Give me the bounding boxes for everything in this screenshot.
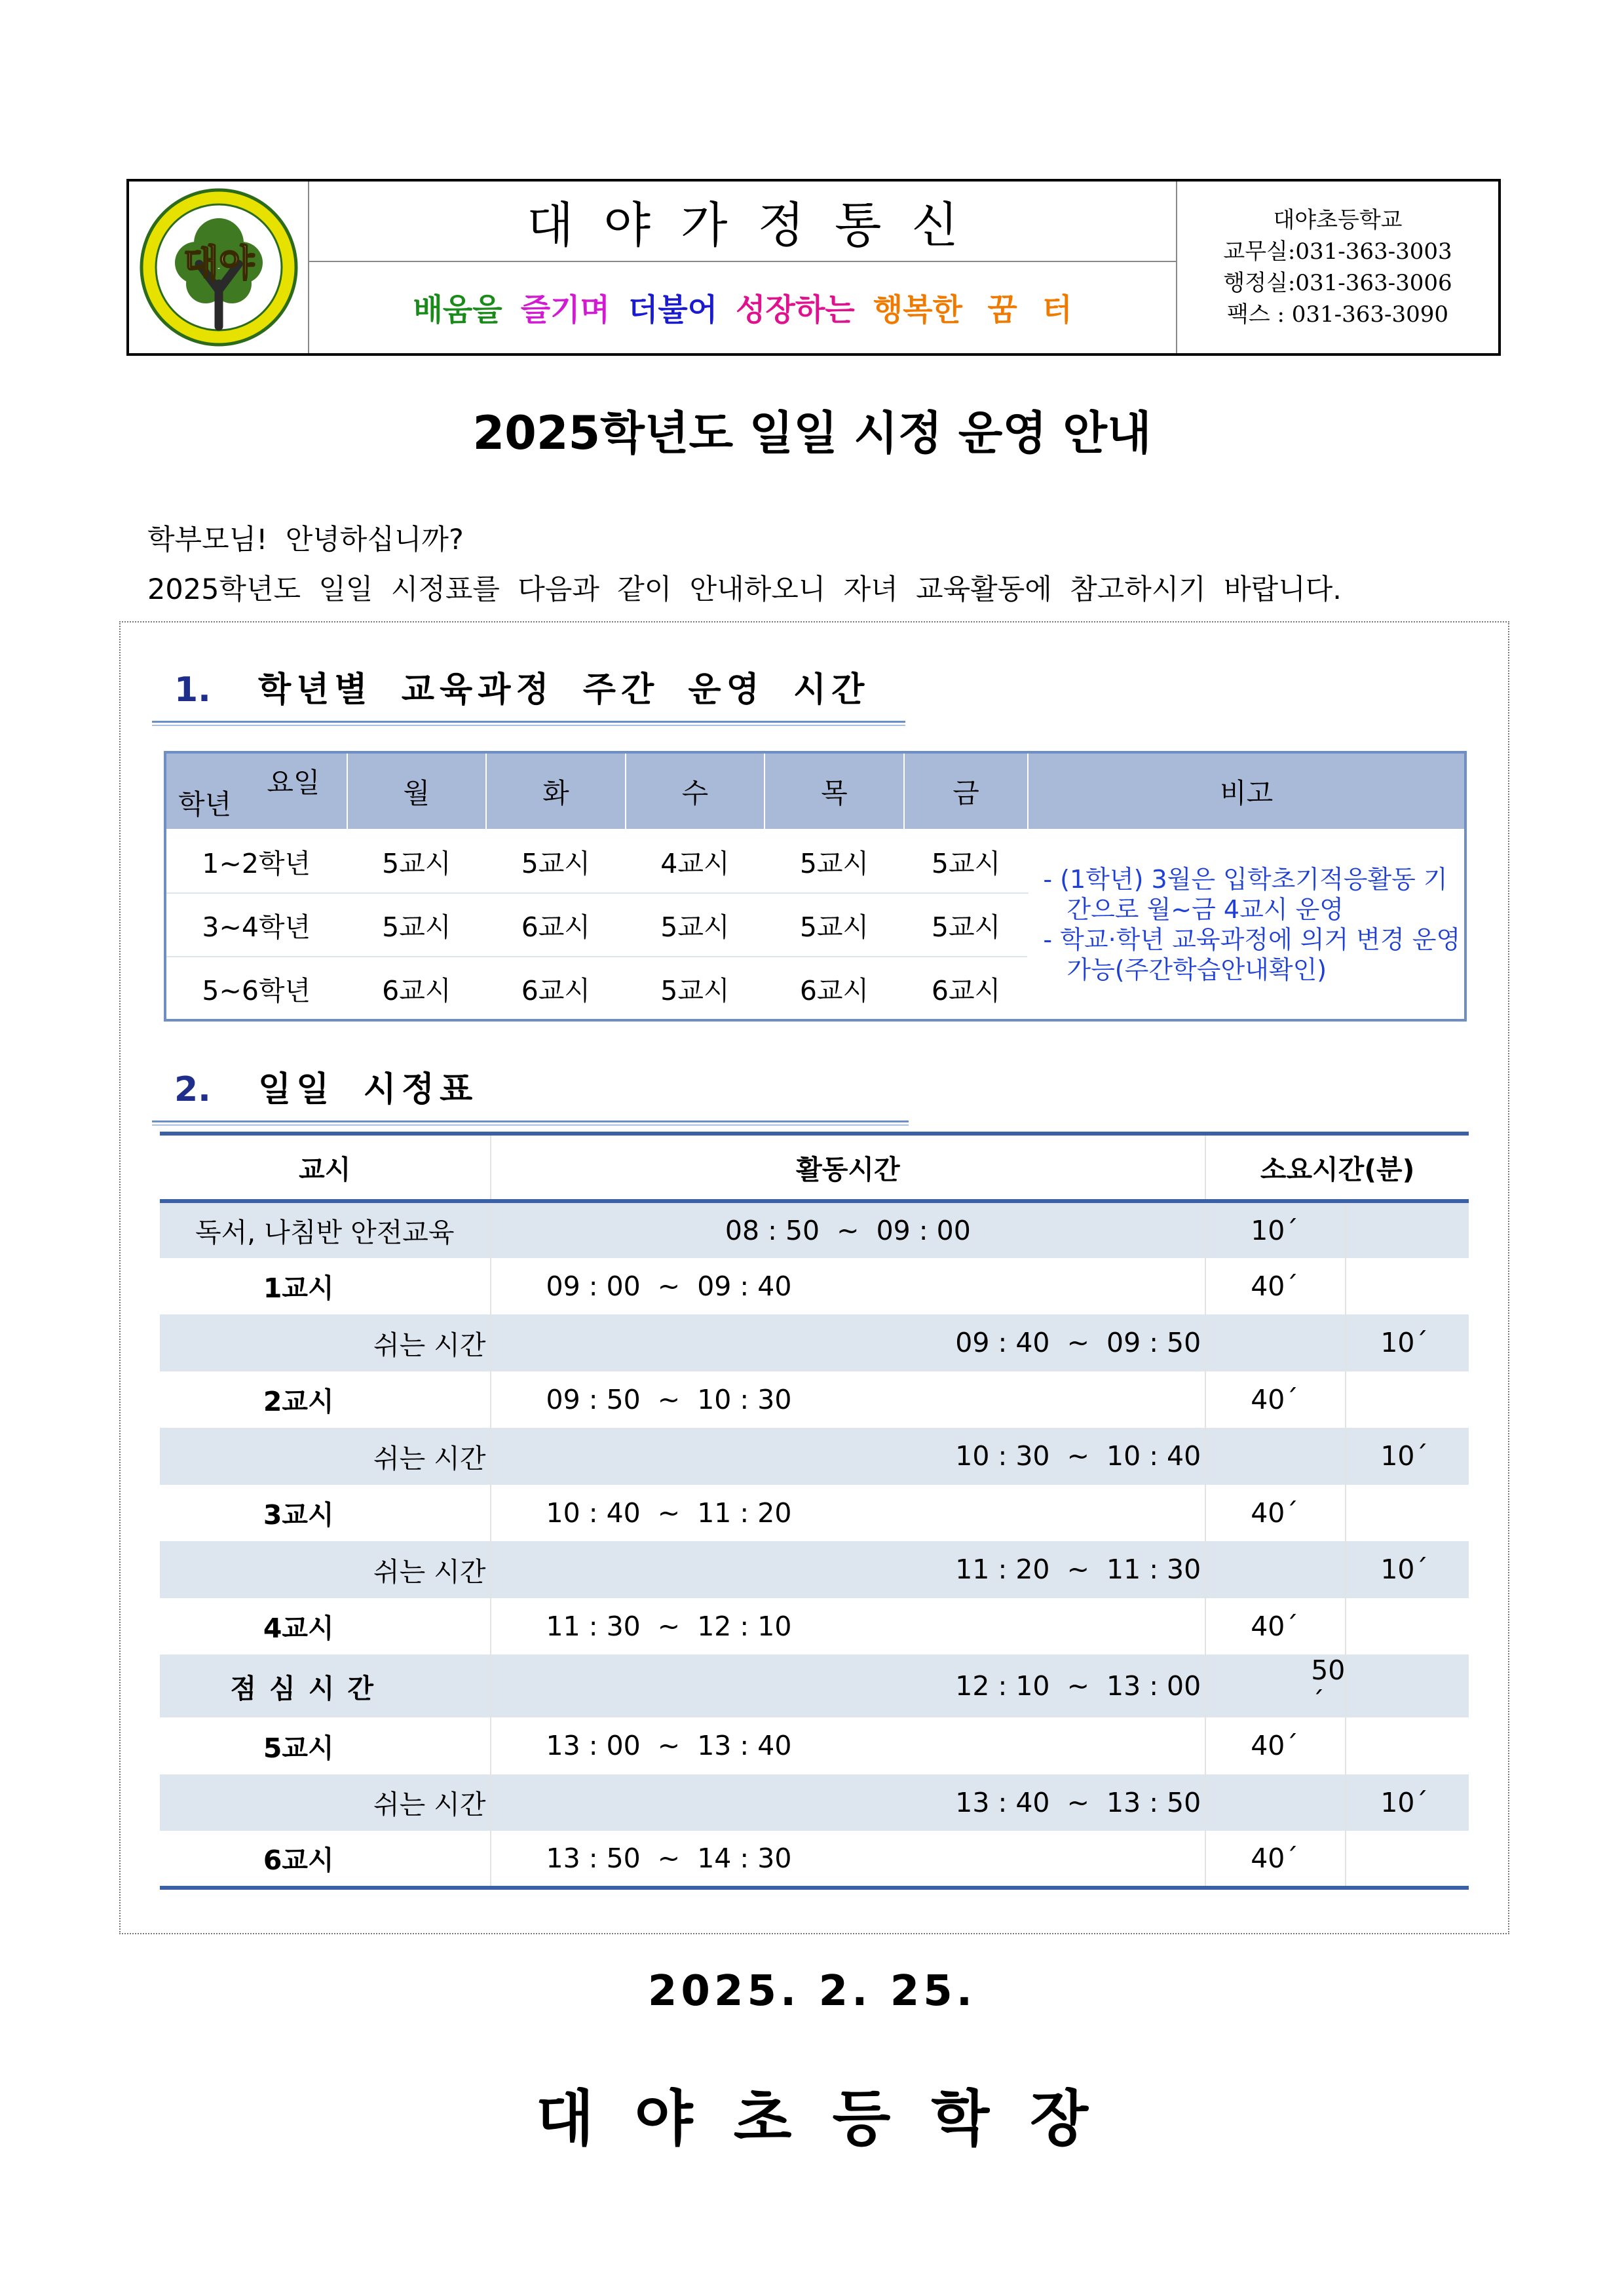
section-2-title: 일일 시정표 — [257, 1070, 478, 1109]
table-row — [160, 1598, 1469, 1655]
period-cell: 쉬는 시간 — [160, 1314, 491, 1371]
remark-2: - 학교·학년 교육과정에 의거 변경 운영 가능(주간학습안내확인) — [1043, 925, 1461, 984]
contact-info — [1177, 182, 1498, 353]
hours-cell: 5교시 — [347, 893, 487, 957]
motto-word-1: 배움을 — [413, 292, 502, 328]
duration-cell — [1205, 1541, 1346, 1598]
period-cell: 점심시간 — [160, 1655, 491, 1717]
day-label: 요일 — [267, 767, 320, 799]
table-row — [160, 1831, 1469, 1888]
duration-cell: 40´ — [1205, 1485, 1346, 1542]
greeting-line-2: 2025학년도 일일 시정표를 다음과 같이 안내하오니 자녀 교육활동에 참고하시기 바랍니다. — [147, 573, 1342, 606]
duration-cell: 40´ — [1205, 1717, 1346, 1774]
grade-cell: 3~4학년 — [165, 893, 347, 957]
hours-cell: 5교시 — [904, 830, 1029, 893]
hours-cell: 6교시 — [486, 893, 626, 957]
duration-cell: 40´ — [1205, 1258, 1346, 1315]
grade-label: 학년 — [178, 788, 232, 820]
hours-cell: 5교시 — [626, 893, 765, 957]
grade-cell: 5~6학년 — [165, 957, 347, 1020]
time-cell: 10 : 40 ~ 11 : 20 — [491, 1485, 1206, 1542]
time-cell: 12 : 10 ~ 13 : 00 — [491, 1655, 1206, 1717]
remarks-cell — [1028, 830, 1465, 1020]
title-cell — [309, 182, 1177, 353]
time-header: 활동시간 — [491, 1136, 1206, 1201]
daily-schedule-table — [160, 1132, 1469, 1890]
period-cell: 4교시 — [263, 1613, 334, 1645]
duration-header: 소요시간(분) — [1205, 1136, 1469, 1201]
hours-cell: 5교시 — [765, 893, 904, 957]
day-header-thu: 목 — [765, 752, 904, 830]
extra-cell — [1346, 1831, 1469, 1888]
hours-cell: 5교시 — [347, 830, 487, 893]
extra-cell — [1346, 1485, 1469, 1542]
admin-phone: 행정실:031-363-3006 — [1223, 270, 1452, 296]
time-cell: 09 : 40 ~ 09 : 50 — [491, 1314, 1206, 1371]
hours-cell: 5교시 — [486, 830, 626, 893]
table-row — [160, 1258, 1469, 1315]
extra-cell — [1346, 1371, 1469, 1428]
period-cell: 쉬는 시간 — [160, 1541, 491, 1598]
extra-cell: 10´ — [1346, 1428, 1469, 1485]
day-header-mon: 월 — [347, 752, 487, 830]
time-cell: 13 : 50 ~ 14 : 30 — [491, 1831, 1206, 1888]
schedule-header-row — [160, 1136, 1469, 1201]
table-row — [160, 1541, 1469, 1598]
time-cell: 08 : 50 ~ 09 : 00 — [491, 1201, 1206, 1258]
time-cell: 09 : 50 ~ 10 : 30 — [491, 1371, 1206, 1428]
extra-cell: 10´ — [1346, 1541, 1469, 1598]
section-2-heading — [174, 1062, 478, 1111]
note-header: 비고 — [1028, 752, 1465, 830]
office-phone: 교무실:031-363-3003 — [1223, 239, 1452, 265]
motto-word-3: 더불어 — [628, 292, 718, 328]
table-row — [160, 1485, 1469, 1542]
duration-cell: 40´ — [1205, 1831, 1346, 1888]
day-header-fri: 금 — [904, 752, 1029, 830]
school-name: 대야초등학교 — [1273, 207, 1403, 233]
table-row — [160, 1655, 1469, 1717]
section-1-number: 1. — [174, 670, 211, 710]
day-header-wed: 수 — [626, 752, 765, 830]
hours-cell: 5교시 — [626, 957, 765, 1020]
time-cell: 11 : 30 ~ 12 : 10 — [491, 1598, 1206, 1655]
time-cell: 09 : 00 ~ 09 : 40 — [491, 1258, 1206, 1315]
extra-cell: 10´ — [1346, 1774, 1469, 1831]
period-cell: 2교시 — [263, 1386, 334, 1418]
newsletter-title: 대야가정통신 — [309, 182, 1176, 262]
period-cell: 6교시 — [160, 1831, 491, 1888]
hours-cell: 5교시 — [765, 830, 904, 893]
period-cell: 쉬는 시간 — [160, 1428, 491, 1485]
duration-cell: 50´ — [1205, 1655, 1346, 1717]
duration-cell — [1205, 1314, 1346, 1371]
motto-word-4: 성장하는 — [736, 292, 855, 328]
issue-date: 2025. 2. 25. — [647, 1967, 977, 2016]
newsletter-header — [126, 179, 1501, 356]
table-row — [160, 1201, 1469, 1258]
extra-cell — [1346, 1201, 1469, 1258]
school-logo-cell — [129, 182, 309, 353]
motto-word-5: 행복한 꿈 터 — [873, 292, 1072, 328]
fax-number: 팩스 : 031-363-3090 — [1226, 301, 1449, 328]
hours-cell: 6교시 — [347, 957, 487, 1020]
logo-text: 대야 — [183, 242, 254, 285]
table-row — [160, 1774, 1469, 1831]
period-cell: 독서, 나침반 안전교육 — [160, 1201, 491, 1258]
section-1-heading — [174, 662, 869, 711]
table-row — [160, 1428, 1469, 1485]
day-grade-header — [165, 752, 347, 830]
period-cell: 쉬는 시간 — [160, 1774, 491, 1831]
time-cell: 10 : 30 ~ 10 : 40 — [491, 1428, 1206, 1485]
school-logo — [137, 185, 301, 349]
motto-word-2: 즐기며 — [520, 292, 610, 328]
section-1-title: 학년별 교육과정 주간 운영 시간 — [257, 670, 870, 710]
period-cell: 1교시 — [263, 1272, 334, 1305]
period-header: 교시 — [160, 1136, 491, 1201]
principal-signature: 대야초등학장 — [535, 2084, 1129, 2154]
hours-cell: 4교시 — [626, 830, 765, 893]
greeting-line-1: 학부모님! 안녕하십니까? — [147, 524, 464, 556]
duration-cell — [1205, 1428, 1346, 1485]
document-title: 2025학년도 일일 시정 운영 안내 — [472, 406, 1152, 460]
extra-cell — [1346, 1655, 1469, 1717]
duration-cell: 40´ — [1205, 1371, 1346, 1428]
remark-1: - (1학년) 3월은 입학초기적응활동 기간으로 월~금 4교시 운영 — [1043, 865, 1448, 924]
hours-cell: 6교시 — [486, 957, 626, 1020]
time-cell: 13 : 00 ~ 13 : 40 — [491, 1717, 1206, 1774]
weekly-hours-table — [164, 751, 1467, 1022]
section-2-number: 2. — [174, 1070, 211, 1109]
table-header-row — [165, 752, 1465, 830]
hours-cell: 6교시 — [904, 957, 1029, 1020]
extra-cell — [1346, 1598, 1469, 1655]
extra-cell — [1346, 1258, 1469, 1315]
table-row — [160, 1371, 1469, 1428]
duration-cell: 10´ — [1205, 1201, 1346, 1258]
table-row — [165, 830, 1465, 893]
extra-cell — [1346, 1717, 1469, 1774]
extra-cell: 10´ — [1346, 1314, 1469, 1371]
table-row — [160, 1717, 1469, 1774]
grade-cell: 1~2학년 — [165, 830, 347, 893]
period-cell: 3교시 — [263, 1499, 334, 1531]
hours-cell: 6교시 — [765, 957, 904, 1020]
hours-cell: 5교시 — [904, 893, 1029, 957]
section-1-underline — [152, 721, 905, 726]
period-cell: 5교시 — [263, 1732, 334, 1764]
time-cell: 13 : 40 ~ 13 : 50 — [491, 1774, 1206, 1831]
duration-cell: 40´ — [1205, 1598, 1346, 1655]
section-2-underline — [152, 1120, 909, 1126]
table-row — [160, 1314, 1469, 1371]
school-motto — [309, 262, 1176, 353]
duration-cell — [1205, 1774, 1346, 1831]
day-header-tue: 화 — [486, 752, 626, 830]
time-cell: 11 : 20 ~ 11 : 30 — [491, 1541, 1206, 1598]
